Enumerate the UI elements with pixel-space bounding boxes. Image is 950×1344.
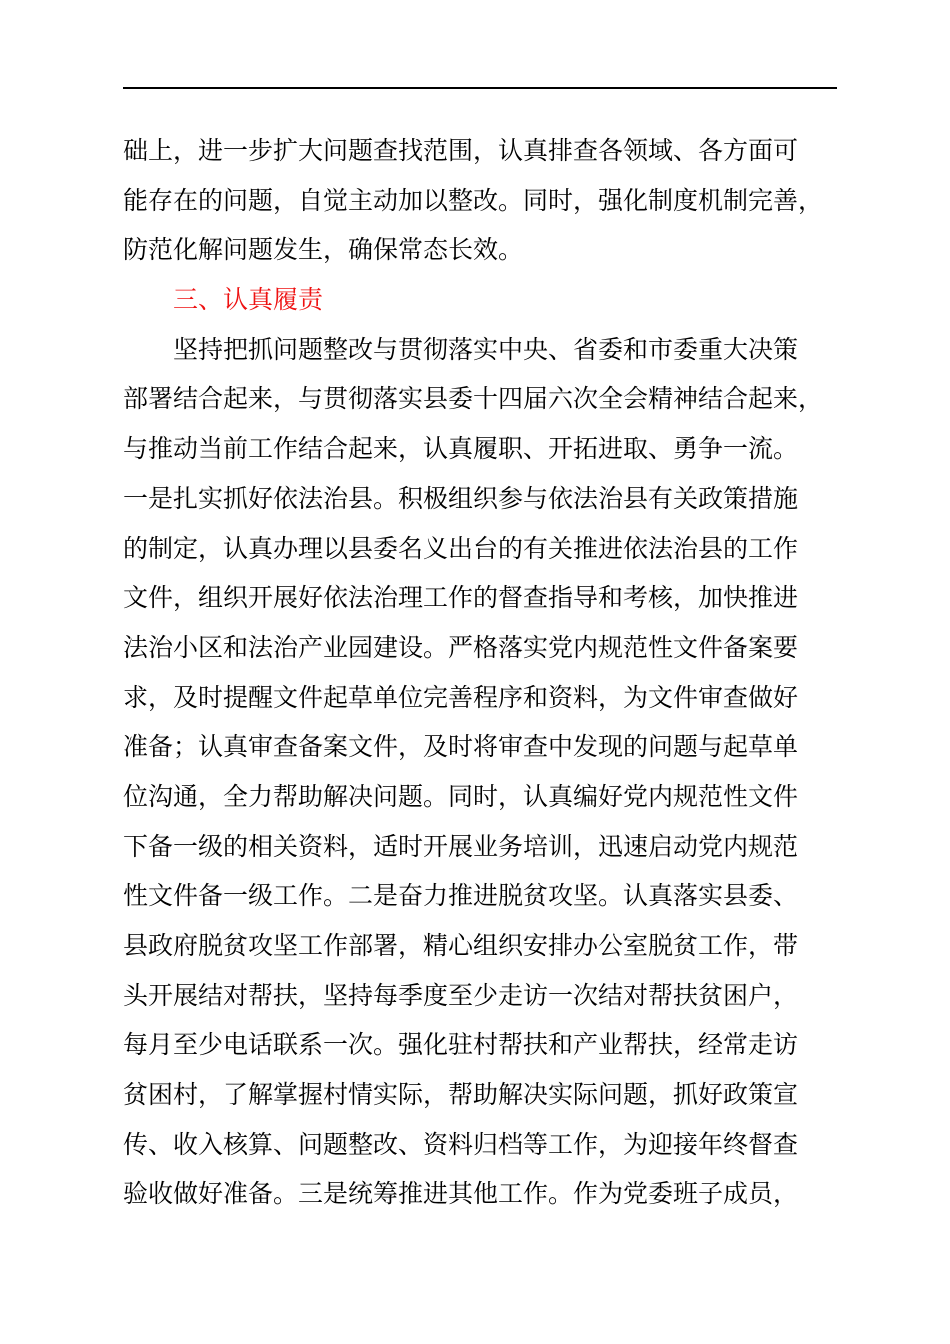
- body-line: 准备；认真审查备案文件，及时将审查中发现的问题与起草单: [123, 732, 799, 762]
- body-line: 头开展结对帮扶，坚持每季度至少走访一次结对帮扶贫困户，: [123, 980, 799, 1010]
- body-line: 验收做好准备。三是统筹推进其他工作。作为党委班子成员，: [123, 1179, 799, 1209]
- body-line: 能存在的问题，自觉主动加以整改。同时，强化制度机制完善，: [123, 185, 824, 215]
- body-line: 的制定，认真办理以县委名义出台的有关推进依法治县的工作: [123, 533, 799, 563]
- section-heading: 三、认真履责: [173, 285, 324, 315]
- body-line: 性文件备一级工作。二是奋力推进脱贫攻坚。认真落实县委、: [123, 881, 799, 911]
- body-line: 与推动当前工作结合起来，认真履职、开拓进取、勇争一流。: [123, 434, 799, 464]
- body-line: 防范化解问题发生，确保常态长效。: [123, 235, 524, 265]
- body-line: 传、收入核算、问题整改、资料归档等工作，为迎接年终督查: [123, 1129, 799, 1159]
- body-line: 每月至少电话联系一次。强化驻村帮扶和产业帮扶，经常走访: [123, 1030, 799, 1060]
- body-line: 文件，组织开展好依法治理工作的督查指导和考核，加快推进: [123, 583, 799, 613]
- paragraph-first-line: 坚持把抓问题整改与贯彻落实中央、省委和市委重大决策: [173, 334, 799, 364]
- body-line: 部署结合起来，与贯彻落实县委十四届六次全会精神结合起来，: [123, 384, 824, 414]
- header-rule: [123, 87, 837, 89]
- body-line: 县政府脱贫攻坚工作部署，精心组织安排办公室脱贫工作，带: [123, 931, 799, 960]
- body-line: 础上，进一步扩大问题查找范围，认真排查各领域、各方面可: [123, 136, 799, 165]
- body-line: 求，及时提醒文件起草单位完善程序和资料，为文件审查做好: [123, 682, 799, 712]
- body-line: 位沟通，全力帮助解决问题。同时，认真编好党内规范性文件: [123, 781, 799, 811]
- document-body: [123, 126, 837, 1219]
- body-line: 法治小区和法治产业园建设。严格落实党内规范性文件备案要: [123, 632, 799, 662]
- body-line: 一是扎实抓好依法治县。积极组织参与依法治县有关政策措施: [123, 483, 799, 513]
- body-line: 下备一级的相关资料，适时开展业务培训，迅速启动党内规范: [123, 831, 799, 861]
- body-line: 贫困村，了解掌握村情实际，帮助解决实际问题，抓好政策宣: [123, 1080, 799, 1110]
